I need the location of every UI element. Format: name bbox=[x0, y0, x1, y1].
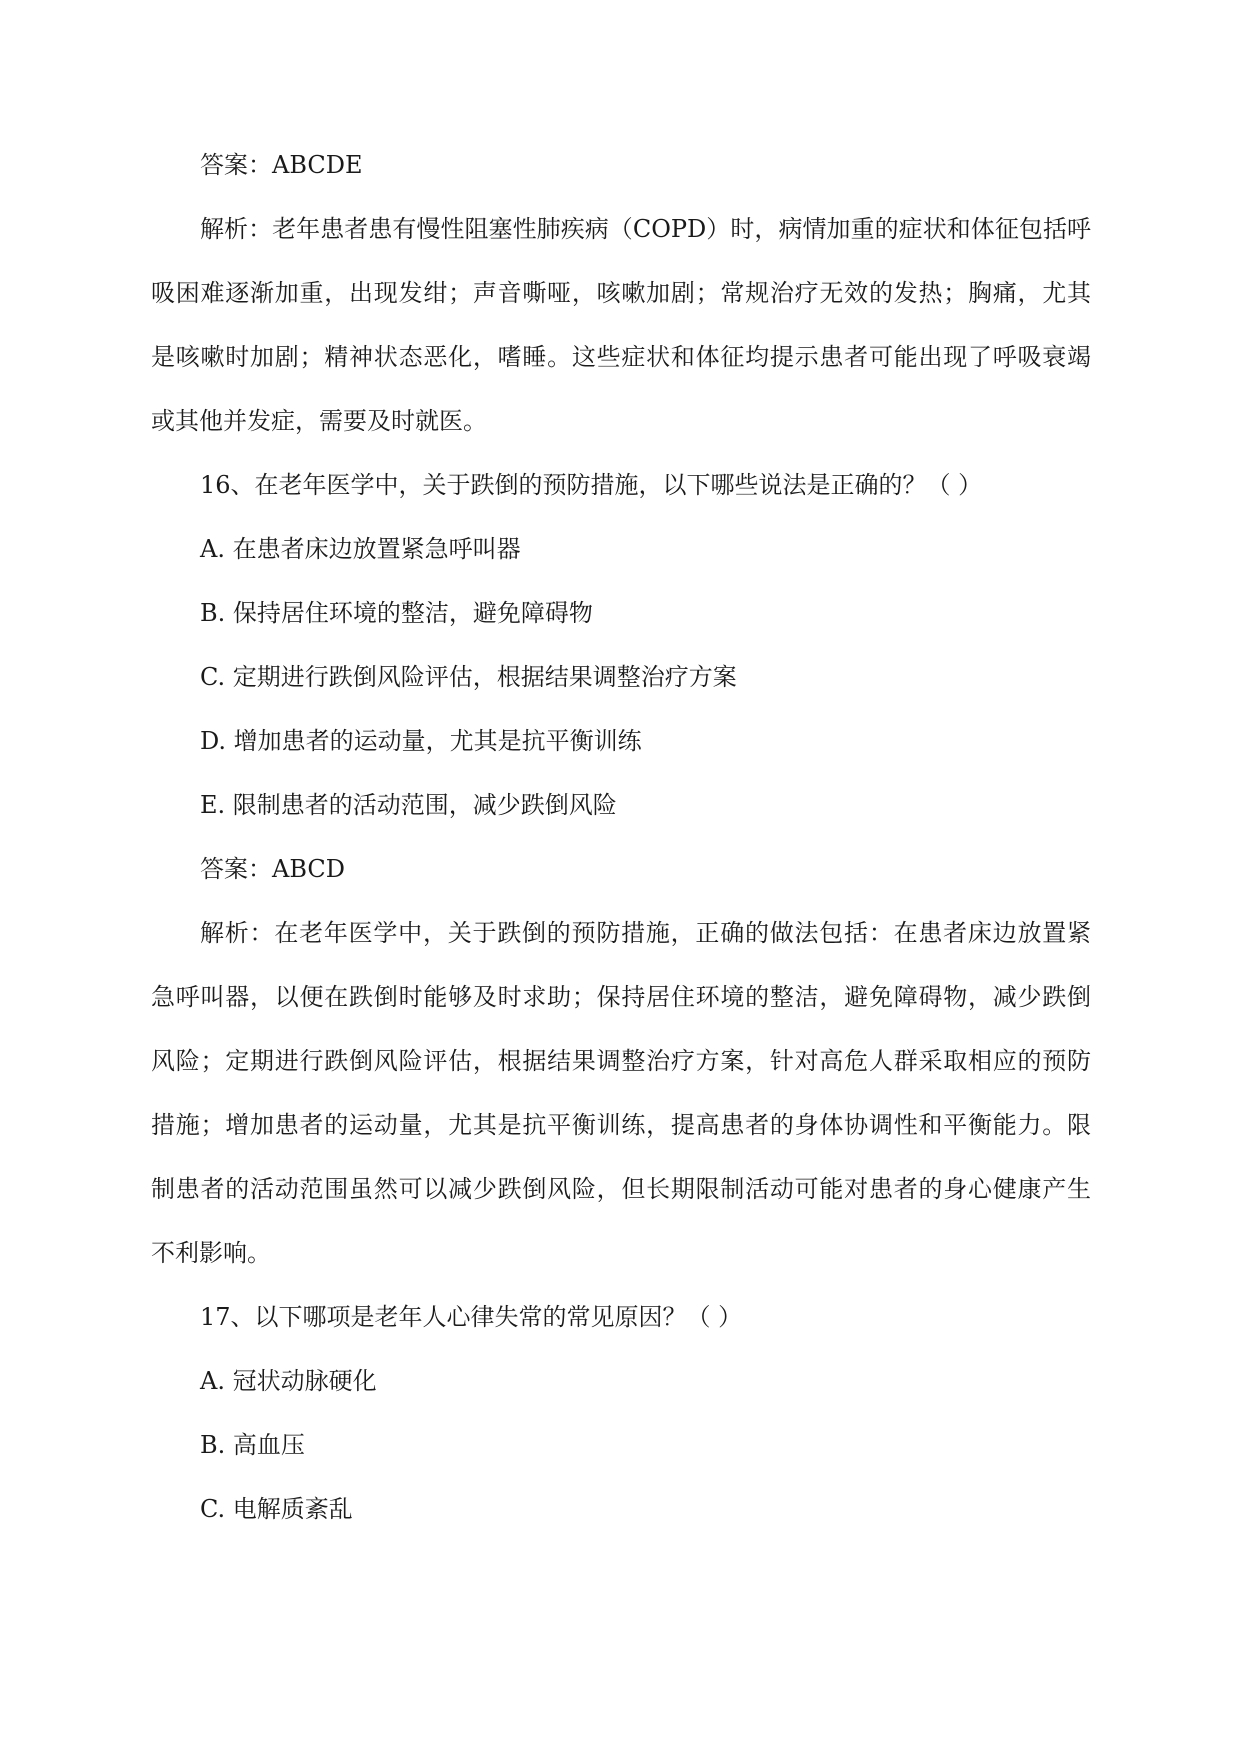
q16-analysis-line: 风险；定期进行跌倒风险评估，根据结果调整治疗方案，针对高危人群采取相应的预防 bbox=[151, 1047, 1091, 1075]
q15-analysis-line: 解析：老年患者患有慢性阻塞性肺疾病（COPD）时，病情加重的症状和体征包括呼 bbox=[200, 215, 1091, 243]
q16-analysis-line: 解析：在老年医学中，关于跌倒的预防措施，正确的做法包括：在患者床边放置紧 bbox=[200, 919, 1091, 947]
q16-question: 16、在老年医学中，关于跌倒的预防措施，以下哪些说法是正确的？（ ） bbox=[200, 471, 983, 499]
q16-option-c: C. 定期进行跌倒风险评估，根据结果调整治疗方案 bbox=[200, 663, 737, 691]
q15-answer: 答案：ABCDE bbox=[200, 151, 363, 179]
q15-analysis-line: 是咳嗽时加剧；精神状态恶化，嗜睡。这些症状和体征均提示患者可能出现了呼吸衰竭 bbox=[151, 343, 1091, 371]
q16-analysis-line: 不利影响。 bbox=[151, 1239, 271, 1267]
q17-option-a: A. 冠状动脉硬化 bbox=[200, 1367, 377, 1395]
q16-option-a: A. 在患者床边放置紧急呼叫器 bbox=[200, 535, 521, 563]
q17-option-c: C. 电解质紊乱 bbox=[200, 1495, 353, 1523]
q17-question: 17、以下哪项是老年人心律失常的常见原因？（ ） bbox=[200, 1303, 743, 1331]
q16-analysis-line: 措施；增加患者的运动量，尤其是抗平衡训练，提高患者的身体协调性和平衡能力。限 bbox=[151, 1111, 1091, 1139]
q16-answer: 答案：ABCD bbox=[200, 855, 346, 883]
q15-analysis-line: 吸困难逐渐加重，出现发绀；声音嘶哑，咳嗽加剧；常规治疗无效的发热；胸痛，尤其 bbox=[151, 279, 1091, 307]
q16-option-e: E. 限制患者的活动范围，减少跌倒风险 bbox=[200, 791, 617, 819]
q16-option-d: D. 增加患者的运动量，尤其是抗平衡训练 bbox=[200, 727, 642, 755]
q17-option-b: B. 高血压 bbox=[200, 1431, 305, 1459]
q16-analysis-line: 制患者的活动范围虽然可以减少跌倒风险，但长期限制活动可能对患者的身心健康产生 bbox=[151, 1175, 1091, 1203]
q16-option-b: B. 保持居住环境的整洁，避免障碍物 bbox=[200, 599, 593, 627]
q15-analysis-line: 或其他并发症，需要及时就医。 bbox=[151, 407, 487, 435]
q16-analysis-line: 急呼叫器，以便在跌倒时能够及时求助；保持居住环境的整洁，避免障碍物，减少跌倒 bbox=[151, 983, 1091, 1011]
